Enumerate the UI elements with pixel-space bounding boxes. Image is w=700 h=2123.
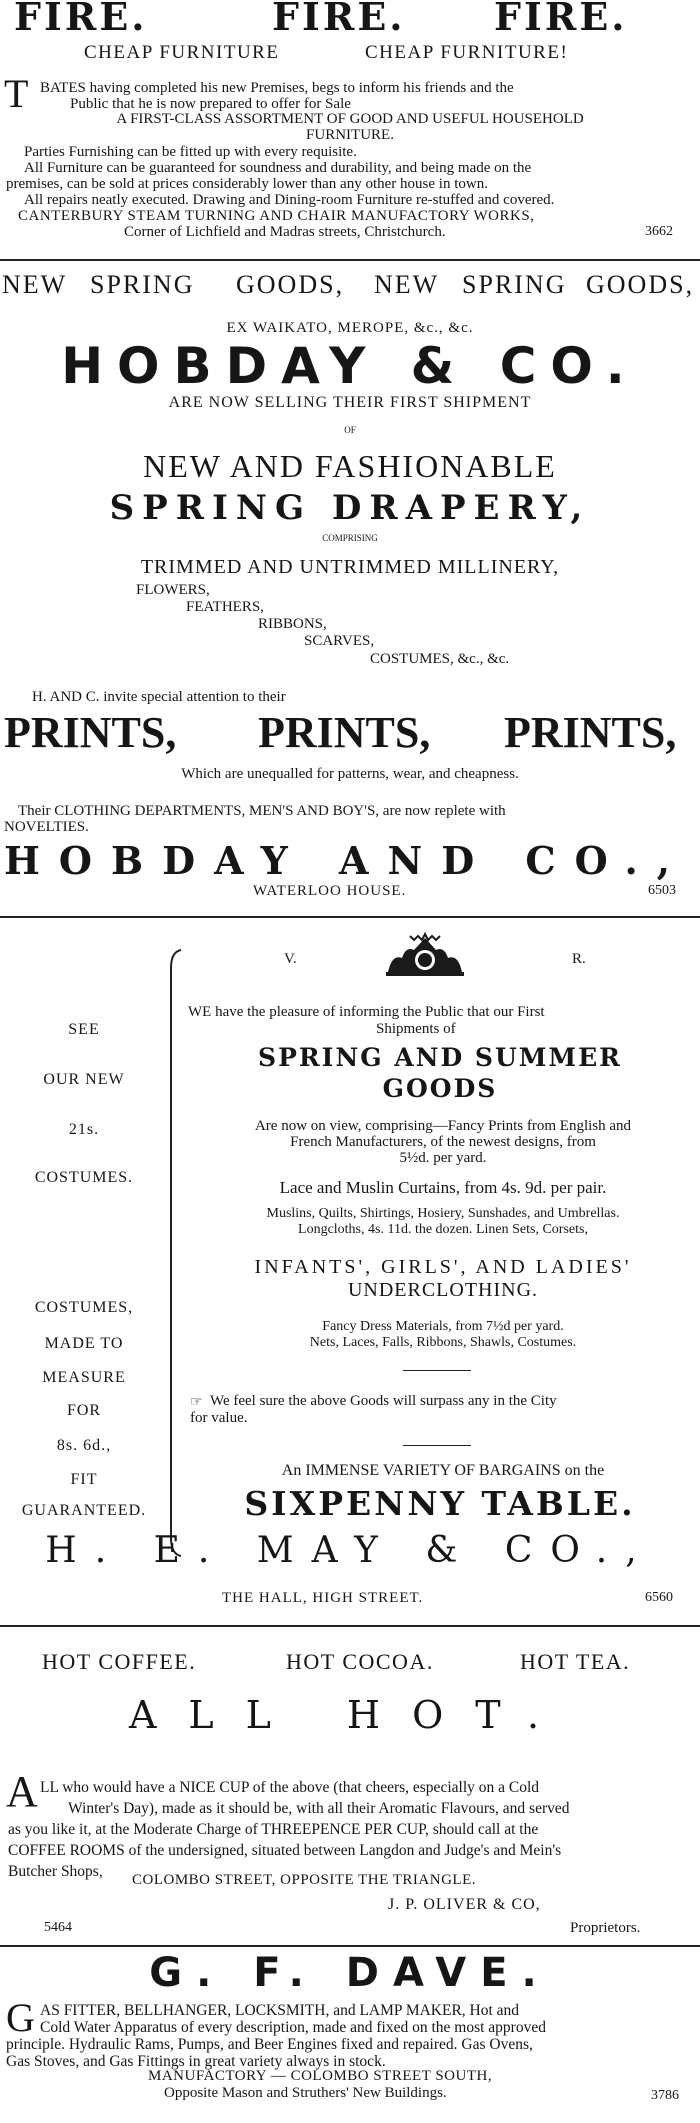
spring-goods-word: SPRING: [462, 270, 567, 299]
cheap-furniture-left: CHEAP FURNITURE: [84, 42, 280, 63]
v-letter: V.: [284, 951, 297, 967]
new-and-fashionable: NEW AND FASHIONABLE: [143, 448, 557, 484]
millinery-line: TRIMMED AND UNTRIMMED MILLINERY,: [140, 556, 560, 578]
spring-goods-word: NEW: [2, 270, 68, 299]
side-guaranteed: GUARANTEED.: [21, 1502, 147, 1519]
spring-drapery: SPRING DRAPERY,: [109, 488, 591, 528]
fire-headline-2: FIRE.: [272, 0, 406, 39]
view-line: French Manufacturers, of the newest designs, from: [290, 1134, 596, 1150]
clothing-line: Their CLOTHING DEPARTMENTS, MEN'S AND BOY'S, are now replete with: [18, 803, 506, 819]
coffee-body-line: as you like it, at the Moderate Charge of THREEPENCE PER CUP, should call at the: [8, 1821, 539, 1838]
spring-goods-word: SPRING: [90, 270, 195, 299]
muslins-line: Muslins, Quilts, Shirtings, Hosiery, Sunshades, and Umbrellas.: [266, 1206, 620, 1221]
ad-number: 6503: [648, 883, 676, 898]
short-rule: [403, 1445, 471, 1446]
side-price: 8s. 6d.,: [56, 1437, 112, 1454]
dress-line: Fancy Dress Materials, from 7½d per yard.: [322, 1319, 564, 1334]
coffee-body-line: COFFEE ROOMS of the undersigned, situated between Langdon and Judge's and Mein's: [8, 1842, 562, 1859]
oliver-firm: J. P. OLIVER & CO,: [388, 1896, 541, 1913]
hot-cocoa: HOT COCOA.: [286, 1649, 434, 1674]
fire-body-line: Parties Furnishing can be fitted up with every requisite.: [24, 144, 357, 160]
cheap-furniture-right: CHEAP FURNITURE!: [365, 42, 569, 63]
side-costumes: COSTUMES.: [34, 1169, 134, 1186]
of-label: OF: [344, 425, 356, 435]
dress-line: Nets, Laces, Falls, Ribbons, Shawls, Costumes.: [309, 1335, 577, 1350]
waterloo-house: WATERLOO HOUSE.: [253, 883, 407, 899]
side-for: FOR: [66, 1402, 102, 1419]
side-see: SEE: [68, 1021, 100, 1038]
dave-body-line: Cold Water Apparatus of every description, made and fixed on the most approved: [40, 2019, 546, 2036]
short-rule: [403, 1370, 471, 1371]
manufactory-line: MANUFACTORY — COLOMBO STREET SOUTH,: [148, 2068, 493, 2084]
fire-body-line: BATES having completed his new Premises, begs to inform his friends and the: [40, 80, 514, 96]
dave-body-line: Gas Stoves, and Gas Fittings in great variety always in stock.: [6, 2053, 386, 2070]
item-feathers: FEATHERS,: [186, 599, 264, 615]
spring-summer-title: SPRING AND SUMMER: [258, 1043, 622, 1072]
infants-line: INFANTS', GIRLS', AND LADIES': [254, 1256, 632, 1278]
goods-title: GOODS: [382, 1074, 498, 1103]
coffee-body-line: LL who would have a NICE CUP of the above (that cheers, especially on a Cold: [40, 1779, 540, 1796]
curtains-line: Lace and Muslin Curtains, from 4s. 9d. per pair.: [279, 1178, 607, 1197]
side-measure: MEASURE: [42, 1369, 126, 1386]
ad-number: 6560: [645, 1590, 673, 1605]
drop-cap-g: G: [6, 1995, 35, 2040]
item-flowers: FLOWERS,: [136, 582, 210, 598]
intro-line: Shipments of: [376, 1021, 456, 1037]
fire-headline-1: FIRE.: [14, 0, 148, 39]
fire-body-line: All Furniture can be guaranteed for soundness and durability, and being made on the: [24, 160, 532, 176]
ad-number: 3786: [651, 2088, 679, 2103]
side-fit: FIT: [70, 1471, 98, 1488]
view-line: Are now on view, comprising—Fancy Prints from English and: [254, 1118, 632, 1134]
dave-body-line: AS FITTER, BELLHANGER, LOCKSMITH, and LAMP MAKER, Hot and: [40, 2002, 520, 2019]
hot-tea: HOT TEA.: [520, 1649, 631, 1674]
fire-body-line: CANTERBURY STEAM TURNING AND CHAIR MANUFACTORY WORKS,: [18, 208, 535, 224]
divider-rule: [0, 916, 700, 918]
selling-line: ARE NOW SELLING THEIR FIRST SHIPMENT: [168, 394, 532, 411]
ad-number: 3662: [645, 224, 673, 239]
r-letter: R.: [572, 951, 586, 967]
bracket-divider: [163, 948, 183, 1558]
fire-address: Corner of Lichfield and Madras streets, Christchurch.: [124, 224, 446, 240]
side-our-new: OUR NEW: [43, 1071, 125, 1088]
view-line: 5½d. per yard.: [399, 1150, 487, 1166]
spring-goods-word: NEW: [374, 270, 440, 299]
ad-number: 5464: [44, 1920, 72, 1935]
divider-rule: [0, 1625, 700, 1627]
h-e-may-firm: H. E. MAY & CO.,: [45, 1530, 655, 1571]
side-21s: 21s.: [68, 1121, 100, 1138]
fire-body-line: A FIRST-CLASS ASSORTMENT OF GOOD AND USEFUL HOUSEHOLD: [116, 111, 584, 127]
royal-coat-of-arms-icon: [380, 932, 470, 980]
the-hall: THE HALL, HIGH STREET.: [222, 1590, 424, 1606]
colombo-street: COLOMBO STREET, OPPOSITE THE TRIANGLE.: [132, 1872, 477, 1888]
feel-line: for value.: [190, 1410, 248, 1426]
divider-rule: [0, 1945, 700, 1947]
divider-rule: [0, 259, 700, 261]
attention-line: H. AND C. invite special attention to their: [32, 689, 286, 705]
prints-2: PRINTS,: [258, 708, 431, 757]
drop-cap-t: T: [4, 71, 29, 116]
item-costumes: COSTUMES, &c., &c.: [370, 651, 510, 667]
pointing-hand-icon: ☞: [190, 1394, 203, 1410]
fire-body-line: All repairs neatly executed. Drawing and Dining-room Furniture re-stuffed and covered.: [24, 192, 555, 208]
proprietors: Proprietors.: [570, 1920, 641, 1936]
underclothing-line: UNDERCLOTHING.: [347, 1279, 539, 1301]
prints-3: PRINTS,: [504, 708, 677, 757]
intro-line: WE have the pleasure of informing the Public that our First: [188, 1004, 545, 1020]
clothing-line: NOVELTIES.: [4, 819, 89, 835]
prints-1: PRINTS,: [4, 708, 177, 757]
coffee-body-line: Winter's Day), made as it should be, with all their Aromatic Flavours, and served: [68, 1800, 570, 1817]
unequalled-line: Which are unequalled for patterns, wear, and cheapness.: [181, 766, 519, 782]
dave-body-line: principle. Hydraulic Rams, Pumps, and Beer Engines fixed and repaired. Gas Ovens,: [6, 2036, 533, 2053]
sixpenny-table: SIXPENNY TABLE.: [244, 1484, 636, 1523]
dave-name-banner: G. F. DAVE.: [149, 1950, 551, 1996]
side-made-to: MADE TO: [44, 1335, 124, 1352]
immense-line: An IMMENSE VARIETY OF BARGAINS on the: [281, 1462, 605, 1479]
ex-waikato: EX WAIKATO, MEROPE, &c., &c.: [226, 320, 474, 336]
hot-coffee: HOT COFFEE.: [42, 1649, 197, 1674]
fire-body-line: premises, can be sold at prices considerably lower than any other house in town.: [6, 176, 488, 192]
feel-line: We feel sure the above Goods will surpass any in the City: [210, 1393, 557, 1409]
opposite-line: Opposite Mason and Struthers' New Buildings.: [164, 2085, 447, 2101]
all-hot: ALL HOT.: [128, 1693, 572, 1737]
fire-headline-3: FIRE.: [494, 0, 628, 39]
muslins-line: Longcloths, 4s. 11d. the dozen. Linen Sets, Corsets,: [298, 1222, 588, 1237]
fire-body-line: FURNITURE.: [306, 127, 394, 143]
hobday-and-co-footer: HOBDAY AND CO.,: [4, 838, 690, 883]
coffee-body-line: Butcher Shops,: [8, 1863, 103, 1880]
item-ribbons: RIBBONS,: [258, 616, 327, 632]
item-scarves: SCARVES,: [304, 633, 375, 649]
comprising-label: COMPRISING: [322, 533, 378, 543]
hobday-firm-banner: HOBDAY & CO.: [61, 337, 639, 395]
side-costumes-made: COSTUMES,: [34, 1299, 134, 1316]
fire-body-line: Public that he is now prepared to offer for Sale: [70, 96, 351, 112]
spring-goods-word: GOODS,: [586, 270, 695, 299]
spring-goods-word: GOODS,: [236, 270, 345, 299]
drop-cap-a: A: [6, 1767, 38, 1816]
